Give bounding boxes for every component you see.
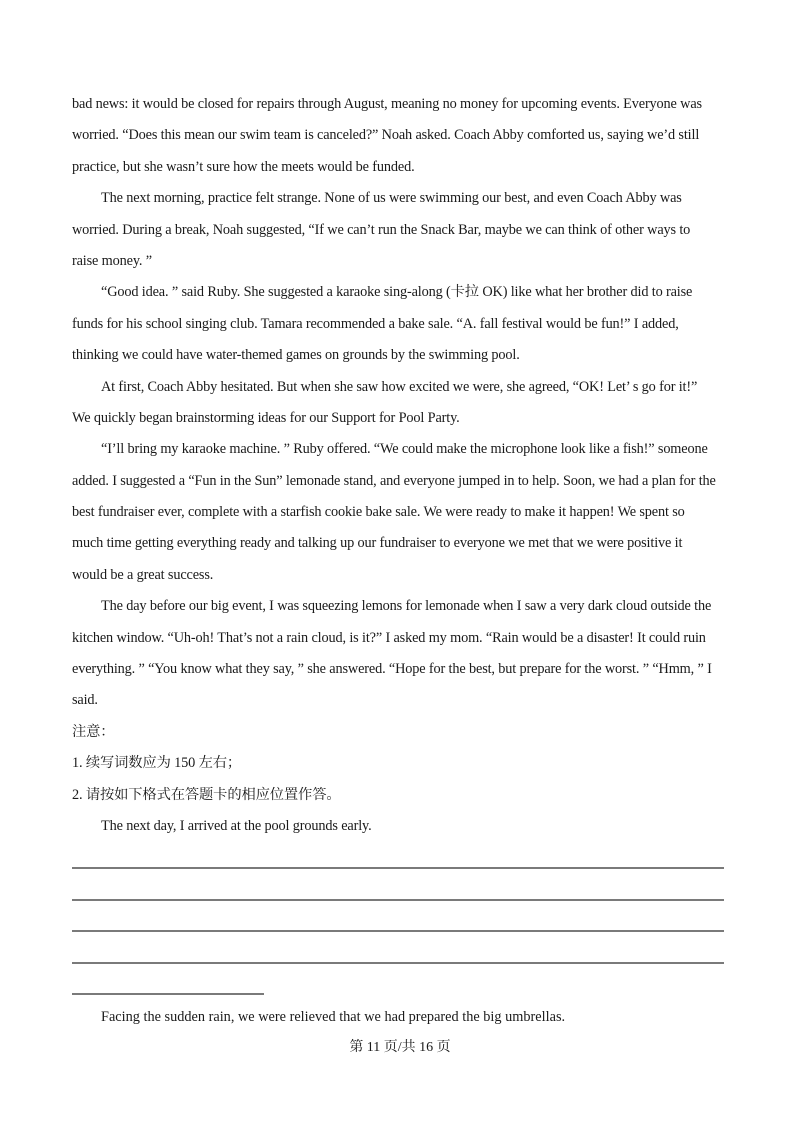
text-line: “I’ll bring my karaoke machine. ” Ruby offered. “We could make the microphone look like a fish!” someone — [101, 441, 708, 458]
notes-item: 1. 续写词数应为 150 左右； — [72, 755, 242, 772]
text-line: best fundraiser ever, complete with a starfish cookie bake sale. We were ready to make it happen! We spent so — [72, 504, 685, 521]
answer-line[interactable] — [72, 899, 724, 901]
text-line: kitchen window. “Uh-oh! That’s not a rain cloud, is it?” I asked my mom. “Rain would be a disaster! It could ruin — [72, 629, 706, 646]
closing-sentence: Facing the sudden rain, we were relieved that we had prepared the big umbrellas. — [101, 1009, 566, 1025]
text-line: everything. ” “You know what they say, ” she answered. “Hope for the best, but prepare for the worst. ” “Hmm, ” I — [72, 661, 712, 678]
text-line: raise money. ” — [72, 252, 152, 269]
text-line: thinking we could have water-themed games on grounds by the swimming pool. — [72, 347, 520, 364]
text-line: We quickly began brainstorming ideas for our Support for Pool Party. — [72, 409, 460, 426]
opening-sentence: The next day, I arrived at the pool grounds early. — [101, 817, 372, 834]
paragraph — [72, 183, 728, 277]
paragraph — [72, 591, 728, 717]
document-body — [72, 89, 728, 842]
text-line: would be a great success. — [72, 566, 214, 583]
text-line: funds for his school singing club. Tamara recommended a bake sale. “A. fall festival would be fun!” I added, — [72, 315, 679, 332]
text-line: added. I suggested a “Fun in the Sun” lemonade stand, and everyone jumped in to help. Soon, we had a plan for the — [72, 472, 716, 489]
text-line: “Good idea. ” said Ruby. She suggested a karaoke sing-along (卡拉 OK) like what her brother did to raise — [101, 284, 693, 301]
text-line: practice, but she wasn’t sure how the meets would be funded. — [72, 158, 415, 175]
notes-item: 2. 请按如下格式在答题卡的相应位置作答。 — [72, 786, 341, 803]
notes-section — [72, 717, 728, 811]
paragraph — [72, 277, 728, 371]
answer-lines — [72, 867, 724, 1025]
text-line: bad news: it would be closed for repairs through August, meaning no money for upcoming events. Everyone was — [72, 96, 702, 112]
text-line: worried. During a break, Noah suggested, “If we can’t run the Snack Bar, maybe we can think of other ways to — [72, 221, 691, 238]
text-line: The day before our big event, I was squeezing lemons for lemonade when I saw a very dark cloud outside the — [101, 598, 712, 615]
paragraph — [72, 434, 728, 591]
notes-heading: 注意： — [72, 723, 115, 740]
text-line: much time getting everything ready and talking up our fundraiser to everyone we met that we were positive it — [72, 535, 683, 552]
answer-line[interactable] — [72, 867, 724, 869]
paragraph — [72, 89, 728, 183]
answer-line[interactable] — [72, 930, 724, 932]
paragraph — [72, 372, 728, 435]
page-number: 第 11 页/共 16 页 — [349, 1040, 451, 1055]
text-line: At first, Coach Abby hesitated. But when she saw how excited we were, she agreed, “OK! Let’ s go for it!” — [101, 378, 698, 395]
text-line: said. — [72, 692, 98, 709]
answer-line[interactable] — [72, 993, 264, 995]
text-line: The next morning, practice felt strange. None of us were swimming our best, and even Coach Abby was — [101, 190, 682, 207]
answer-line[interactable] — [72, 962, 724, 964]
text-line: worried. “Does this mean our swim team is canceled?” Noah asked. Coach Abby comforted us, saying we’d still — [72, 127, 700, 144]
